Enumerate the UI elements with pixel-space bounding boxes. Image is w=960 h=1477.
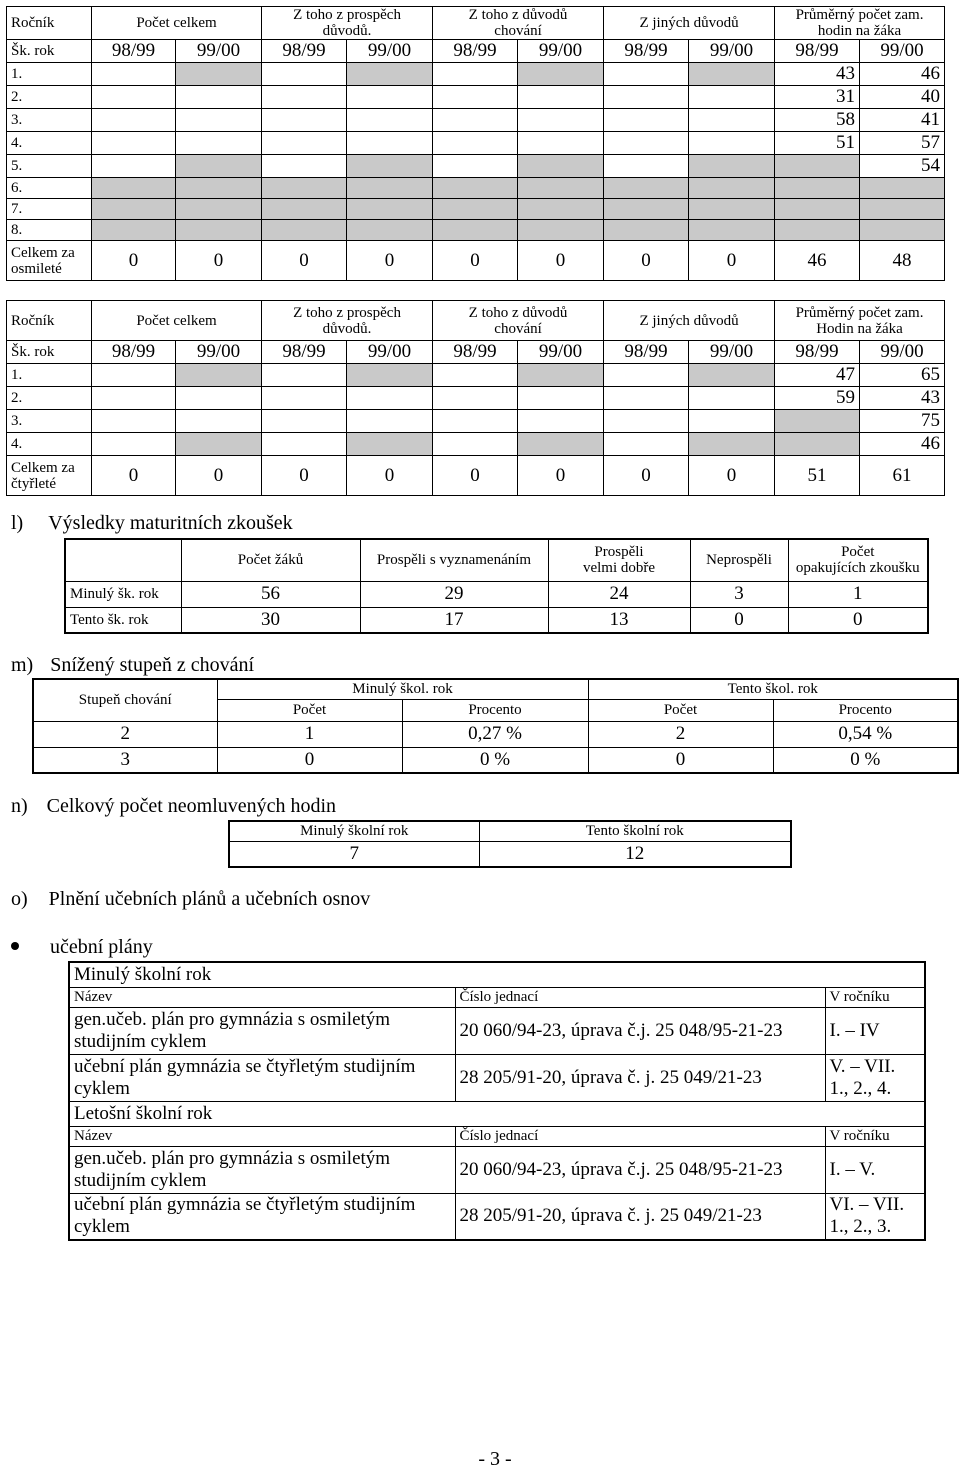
year-cell: 99/00: [860, 40, 945, 63]
value-cell: 0: [217, 747, 402, 773]
table-row: [7, 86, 945, 109]
year-cell: 98/99: [775, 40, 860, 63]
value-cell: 65: [860, 364, 945, 387]
year-cell: 99/00: [518, 40, 604, 63]
plan-grades-line2: 1., 2., 3.: [829, 1216, 892, 1238]
table-row: [7, 109, 945, 132]
year-cell: 98/99: [604, 341, 689, 364]
table-row: [69, 1007, 925, 1054]
year-cell: 98/99: [262, 341, 347, 364]
total-cell: 51: [775, 456, 860, 496]
col-prumer-line1: Průměrný počet zam.: [795, 7, 924, 23]
table-row: [7, 63, 945, 86]
year-cell: 98/99: [604, 40, 689, 63]
year-cell: 99/00: [176, 341, 262, 364]
total-row: [7, 456, 945, 496]
section-title: Celkový počet neomluvených hodin: [46, 795, 337, 817]
col-chovani-line1: Z toho z důvodů: [468, 7, 568, 23]
value-cell: 1: [217, 721, 402, 747]
value-cell: 0,54 %: [773, 721, 958, 747]
sk-rok-label: Šk. rok: [7, 341, 92, 364]
maturita-table: [64, 538, 929, 634]
total-cell: 0: [689, 456, 775, 496]
minuly-rok-title: Minulý školní rok: [69, 962, 925, 987]
section-o-heading: [11, 888, 370, 911]
col-prumer: [775, 7, 945, 40]
col-tento: Tento školní rok: [479, 821, 791, 841]
col-chovani: [433, 7, 604, 40]
table-row: [7, 178, 945, 199]
plan-grades-line1: I. – IV: [829, 1019, 880, 1041]
col-neprospeli: Neprospěli: [690, 539, 788, 581]
plan-grades: [825, 1007, 925, 1054]
section-l-heading: [11, 512, 293, 535]
row-label: 4.: [7, 132, 92, 155]
year-cell: 98/99: [92, 40, 176, 63]
table-row: [7, 220, 945, 241]
value-cell: 3: [690, 581, 788, 607]
value-cell: 2: [33, 721, 217, 747]
col-jinych: Z jiných důvodů: [604, 301, 775, 341]
value-cell: 51: [775, 132, 860, 155]
plan-name-line2: cyklem: [74, 1216, 130, 1238]
value-cell: 46: [860, 433, 945, 456]
col-jinych: Z jiných důvodů: [604, 7, 775, 40]
col-pocet: Počet: [588, 699, 773, 721]
total-cell: 0: [604, 241, 689, 281]
col-prospech-line1: Z toho z prospěch: [293, 304, 401, 321]
table-row: [33, 747, 958, 773]
table-row: [7, 132, 945, 155]
col-velmi-line2: velmi dobře: [582, 560, 656, 577]
col-minuly: Minulý škol. rok: [217, 679, 588, 699]
row-label: 6.: [7, 178, 92, 199]
table-row: [7, 199, 945, 220]
section-title: Snížený stupeň z chování: [50, 654, 255, 676]
curriculum-table: [68, 961, 926, 1241]
plan-grades: [825, 1146, 925, 1193]
absence-table-8yr: [6, 6, 945, 281]
col-prumer: [775, 301, 945, 341]
plan-ref: 28 205/91-20, úprava č. j. 25 049/21-23: [455, 1193, 825, 1240]
sk-rok-label: Šk. rok: [7, 40, 92, 63]
total-cell: 0: [92, 241, 176, 281]
plan-grades-line1: V. – VII.: [829, 1055, 896, 1077]
table-row: [7, 155, 945, 178]
value-cell: 58: [775, 109, 860, 132]
col-chovani: [433, 301, 604, 341]
col-chovani-line2: chování: [494, 23, 542, 39]
value-cell: 43: [775, 63, 860, 86]
year-cell: 99/00: [347, 341, 433, 364]
value-cell: 17: [360, 607, 548, 633]
col-opak-line2: opakujících zkoušku: [795, 560, 920, 577]
plan-name-line2: studijním cyklem: [74, 1030, 207, 1052]
value-cell: 31: [775, 86, 860, 109]
total-cell: 0: [518, 241, 604, 281]
col-chovani-line1: Z toho z důvodů: [468, 304, 568, 321]
value-cell: 40: [860, 86, 945, 109]
total-cell: 0: [262, 241, 347, 281]
col-opakujici: [788, 539, 928, 581]
section-title: Výsledky maturitních zkoušek: [48, 512, 293, 534]
letosni-rok-title: Letošní školní rok: [69, 1101, 925, 1126]
col-prumer-line1: Průměrný počet zam.: [795, 304, 924, 321]
col-pocet-celkem: Počet celkem: [92, 7, 262, 40]
bullet-label: učební plány: [50, 936, 153, 958]
value-cell: 41: [860, 109, 945, 132]
plan-grades: [825, 1054, 925, 1101]
total-cell: 61: [860, 456, 945, 496]
year-cell: 98/99: [433, 40, 518, 63]
col-opak-line1: Počet: [841, 544, 875, 561]
row-label: 2.: [7, 86, 92, 109]
plan-ref: 20 060/94-23, úprava č.j. 25 048/95-21-23: [455, 1007, 825, 1054]
value-cell: 0: [690, 607, 788, 633]
year-cell: 98/99: [433, 341, 518, 364]
plan-name-line2: studijním cyklem: [74, 1169, 207, 1191]
col-prospech-line2: důvodů.: [322, 320, 372, 337]
plan-grades-line1: VI. – VII.: [829, 1194, 905, 1216]
unexcused-hours-table: [228, 820, 792, 868]
table-row: [33, 721, 958, 747]
value-cell: 29: [360, 581, 548, 607]
total-cell: 0: [689, 241, 775, 281]
year-cell: 99/00: [860, 341, 945, 364]
col-pocet-zaku: Počet žáků: [181, 539, 360, 581]
year-cell: 99/00: [518, 341, 604, 364]
col-velmi-line1: Prospěli: [594, 544, 644, 561]
value-cell: 0,27 %: [402, 721, 588, 747]
table-row: [7, 433, 945, 456]
col-minuly: Minulý školní rok: [229, 821, 479, 841]
col-rocnik: V ročníku: [825, 1126, 925, 1146]
total-label-line1: Celkem za: [11, 244, 75, 261]
row-label: 7.: [7, 199, 92, 220]
total-cell: 46: [775, 241, 860, 281]
total-cell: 0: [176, 241, 262, 281]
year-cell: 99/00: [689, 40, 775, 63]
plan-name: [69, 1007, 455, 1054]
value-cell: 56: [181, 581, 360, 607]
year-cell: 99/00: [689, 341, 775, 364]
row-label: 4.: [7, 433, 92, 456]
table-row: [69, 1054, 925, 1101]
col-prospech: [262, 7, 433, 40]
total-cell: 48: [860, 241, 945, 281]
col-velmi-dobre: [548, 539, 690, 581]
total-row: [7, 241, 945, 281]
col-prospech: [262, 301, 433, 341]
section-m-heading: [11, 654, 254, 677]
row-label: 3.: [7, 410, 92, 433]
value-cell: 47: [775, 364, 860, 387]
total-cell: 0: [262, 456, 347, 496]
total-label-line1: Celkem za: [11, 459, 75, 476]
section-letter: m): [11, 654, 34, 676]
plan-name: [69, 1054, 455, 1101]
value-cell: 54: [860, 155, 945, 178]
row-label: Tento šk. rok: [65, 607, 181, 633]
total-cell: 0: [518, 456, 604, 496]
col-procento: Procento: [402, 699, 588, 721]
plan-name-line1: učební plán gymnázia se čtyřletým studijním: [74, 1194, 416, 1216]
plan-name-line2: cyklem: [74, 1077, 130, 1099]
total-cell: 0: [433, 456, 518, 496]
section-title: Plnění učebních plánů a učebních osnov: [48, 888, 371, 910]
col-tento: Tento škol. rok: [588, 679, 958, 699]
behaviour-table: [32, 678, 959, 774]
page-number: - 3 -: [478, 1448, 512, 1470]
total-cell: 0: [604, 456, 689, 496]
row-label: 5.: [7, 155, 92, 178]
total-label: [7, 456, 92, 496]
plan-grades: [825, 1193, 925, 1240]
plan-ref: 20 060/94-23, úprava č.j. 25 048/95-21-23: [455, 1146, 825, 1193]
col-prospech-line1: Z toho z prospěch: [293, 7, 401, 23]
total-cell: 0: [347, 456, 433, 496]
col-cislo: Číslo jednací: [455, 987, 825, 1007]
col-stupen: Stupeň chování: [33, 679, 217, 721]
total-label-line2: osmileté: [11, 260, 62, 277]
absence-table-4yr: [6, 300, 945, 496]
col-pocet: Počet: [217, 699, 402, 721]
row-label: 1.: [7, 364, 92, 387]
year-cell: 99/00: [347, 40, 433, 63]
bullet-icon: [11, 942, 19, 950]
col-rocnik: V ročníku: [825, 987, 925, 1007]
row-label: 2.: [7, 387, 92, 410]
value-cell: 24: [548, 581, 690, 607]
row-label: 1.: [7, 63, 92, 86]
total-cell: 0: [92, 456, 176, 496]
value-cell: 13: [548, 607, 690, 633]
year-cell: 98/99: [92, 341, 176, 364]
table-row: [7, 364, 945, 387]
total-cell: 0: [433, 241, 518, 281]
col-cislo: Číslo jednací: [455, 1126, 825, 1146]
col-pocet-celkem: Počet celkem: [92, 301, 262, 341]
value-cell: 12: [479, 841, 791, 867]
value-cell: 43: [860, 387, 945, 410]
plan-name: [69, 1193, 455, 1240]
value-cell: 0: [788, 607, 928, 633]
table-row: [69, 1146, 925, 1193]
value-cell: 0 %: [773, 747, 958, 773]
value-cell: 0: [588, 747, 773, 773]
section-letter: o): [11, 888, 28, 910]
bullet-item: [11, 936, 153, 959]
col-nazev: Název: [69, 987, 455, 1007]
value-cell: 1: [788, 581, 928, 607]
year-cell: 99/00: [176, 40, 262, 63]
row-label: 3.: [7, 109, 92, 132]
col-vyznamenani: Prospěli s vyznamenáním: [360, 539, 548, 581]
table-row: [65, 607, 928, 633]
col-rocnik: Ročník: [7, 301, 92, 341]
col-prumer-line2: Hodin na žáka: [816, 320, 903, 337]
year-cell: 98/99: [262, 40, 347, 63]
table-row: [7, 410, 945, 433]
value-cell: 59: [775, 387, 860, 410]
col-prumer-line2: hodin na žáka: [817, 23, 902, 39]
plan-ref: 28 205/91-20, úprava č. j. 25 049/21-23: [455, 1054, 825, 1101]
col-rocnik: Ročník: [7, 7, 92, 40]
value-cell: 0 %: [402, 747, 588, 773]
plan-name-line1: gen.učeb. plán pro gymnázia s osmiletým: [74, 1147, 391, 1169]
col-nazev: Název: [69, 1126, 455, 1146]
total-cell: 0: [347, 241, 433, 281]
total-cell: 0: [176, 456, 262, 496]
col-procento: Procento: [773, 699, 958, 721]
year-cell: 98/99: [775, 341, 860, 364]
value-cell: 2: [588, 721, 773, 747]
value-cell: 57: [860, 132, 945, 155]
total-label-line2: čtyřleté: [11, 475, 56, 492]
col-chovani-line2: chování: [494, 320, 542, 337]
value-cell: 46: [860, 63, 945, 86]
total-label: [7, 241, 92, 281]
section-letter: n): [11, 795, 28, 817]
row-label: Minulý šk. rok: [65, 581, 181, 607]
table-row: [65, 581, 928, 607]
col-prospech-line2: důvodů.: [322, 23, 372, 39]
row-label: 8.: [7, 220, 92, 241]
section-n-heading: [11, 795, 336, 818]
value-cell: 30: [181, 607, 360, 633]
plan-name: [69, 1146, 455, 1193]
plan-name-line1: gen.učeb. plán pro gymnázia s osmiletým: [74, 1008, 391, 1030]
table-row: [7, 387, 945, 410]
table-row: [69, 1193, 925, 1240]
value-cell: 7: [229, 841, 479, 867]
value-cell: 3: [33, 747, 217, 773]
plan-name-line1: učební plán gymnázia se čtyřletým studijním: [74, 1055, 416, 1077]
plan-grades-line2: 1., 2., 4.: [829, 1077, 892, 1099]
section-letter: l): [11, 512, 24, 534]
plan-grades-line1: I. – V.: [829, 1158, 876, 1180]
value-cell: 75: [860, 410, 945, 433]
